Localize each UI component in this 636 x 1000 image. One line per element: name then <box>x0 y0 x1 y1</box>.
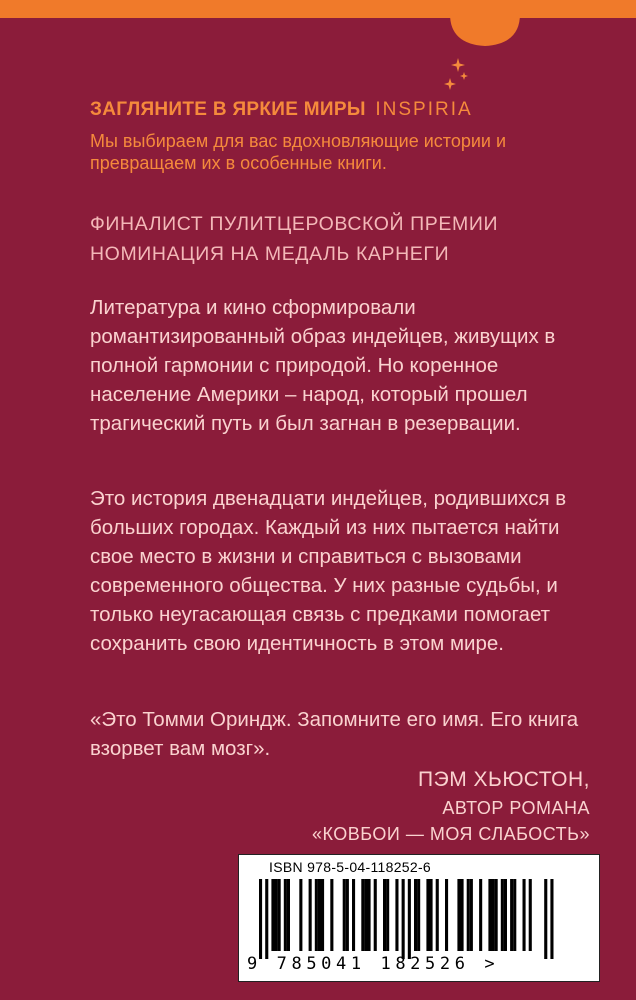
barcode-bar <box>318 879 321 951</box>
barcode-bar <box>467 879 470 951</box>
blurb-paragraph-2: Это история двенадцати индейцев, родившихся в больших городах. Каждый из них пытается найти свое место в жизни и справиться с вызовами современного общества. У них разные судьбы, и только неугасающая связь с предками помогает сохранить свою идентичность в этом мире. <box>90 487 567 655</box>
barcode-bar <box>479 879 482 951</box>
barcode-bar <box>445 879 448 951</box>
barcode-bar <box>436 879 439 951</box>
barcode-bar <box>510 879 513 951</box>
barcode-guard-bar <box>408 879 411 959</box>
barcode-bar <box>417 879 420 951</box>
barcode-bar <box>461 879 464 951</box>
barcode-bar <box>374 879 377 951</box>
barcode-digits: 9 785041 182526 > <box>247 954 500 974</box>
barcode-bar <box>275 879 278 951</box>
award-carnegie: НОМИНАЦИЯ НА МЕДАЛЬ КАРНЕГИ <box>90 243 450 265</box>
barcode-icon <box>259 879 569 959</box>
barcode-bar <box>386 879 389 951</box>
barcode-bar <box>395 879 398 951</box>
barcode-bar <box>343 879 346 951</box>
barcode-guard-bar <box>259 879 262 959</box>
brand-slogan: ЗАГЛЯНИТЕ В ЯРКИЕ МИРЫ <box>90 99 366 120</box>
barcode-bar <box>430 879 433 951</box>
barcode-bar <box>309 879 312 951</box>
brand-name: INSPIRIA <box>375 99 473 120</box>
barcode-bar <box>501 879 504 951</box>
brand-description: Мы выбираем для вас вдохновляющие истории и превращаем их в особенные книги. <box>90 131 507 173</box>
barcode-bar <box>346 879 349 951</box>
bookmark-tab-icon <box>450 0 520 48</box>
barcode-bar <box>368 879 371 951</box>
top-orange-band <box>0 0 636 18</box>
quote-attribution <box>312 765 590 847</box>
barcode-bar <box>361 879 364 951</box>
barcode-bar <box>287 879 290 951</box>
brand-line <box>90 99 473 121</box>
barcode-guard-bar <box>544 879 547 959</box>
barcode-bar <box>364 879 367 951</box>
award-pulitzer: ФИНАЛИСТ ПУЛИТЦЕРОВСКОЙ ПРЕМИИ <box>90 213 499 235</box>
barcode-bar <box>414 879 417 951</box>
quote-author: ПЭМ ХЬЮСТОН, <box>418 768 590 791</box>
barcode-bar <box>492 879 495 951</box>
barcode-guard-bar <box>550 879 553 959</box>
barcode-bar <box>284 879 287 951</box>
barcode-bar <box>470 879 473 951</box>
barcode-bar <box>352 879 355 951</box>
barcode-bar <box>299 879 302 951</box>
review-quote: «Это Томми Ориндж. Запомните его имя. Его книга взорвет вам мозг». <box>90 708 579 760</box>
quote-author-book: «КОВБОИ — МОЯ СЛАБОСТЬ» <box>311 824 590 844</box>
barcode-bar <box>495 879 498 951</box>
barcode-bar <box>330 879 333 951</box>
barcode-bar <box>523 879 526 951</box>
sparkle-stars-icon <box>440 58 470 94</box>
barcode-bar <box>315 879 318 951</box>
barcode-bar <box>383 879 386 951</box>
barcode-bar <box>504 879 507 951</box>
barcode-guard-bar <box>402 879 405 959</box>
blurb-paragraph-1: Литература и кино сформировали романтизированный образ индейцев, живущих в полной гармонии с природой. Но коренное население Америки – народ, который прошел трагический путь и был загнан в резервации. <box>90 296 556 435</box>
barcode-bar <box>321 879 324 951</box>
barcode-panel <box>238 854 600 982</box>
barcode-bar <box>426 879 429 951</box>
awards-block <box>90 209 590 269</box>
barcode-bar <box>529 879 532 951</box>
quote-author-role: АВТОР РОМАНА <box>442 798 590 818</box>
barcode-bar <box>513 879 516 951</box>
isbn-text: ISBN 978-5-04-118252-6 <box>269 859 431 875</box>
barcode-bar <box>278 879 281 951</box>
barcode-bar <box>271 879 274 951</box>
barcode-bar <box>488 879 491 951</box>
barcode-bar <box>457 879 460 951</box>
barcode-guard-bar <box>265 879 268 959</box>
